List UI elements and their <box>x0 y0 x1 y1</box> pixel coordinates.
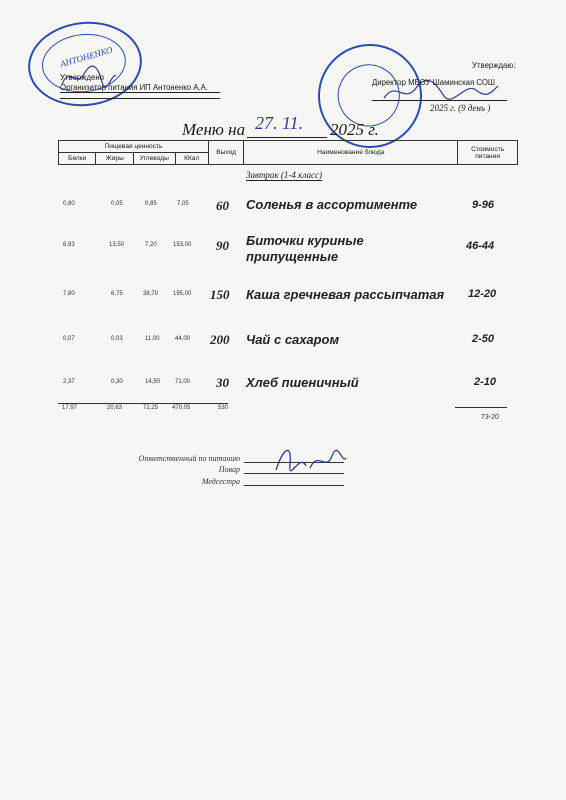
cook-label: Повар <box>218 465 240 474</box>
right-signature-line <box>372 100 507 101</box>
total-kcal: 470,05 <box>172 405 191 411</box>
total-proteins: 17,97 <box>62 405 78 411</box>
row-dish: Чай с сахаром <box>246 332 340 347</box>
menu-date-handwritten: 27. 11. <box>255 113 304 133</box>
menu-date-line <box>247 137 327 138</box>
menu-title-year: 2025 г. <box>330 120 379 139</box>
nurse-label: Медсестра <box>201 477 240 486</box>
total-output: 530 <box>218 405 229 411</box>
left-approval-label: Утверждено <box>60 73 104 82</box>
header-cost: Стоимость питания <box>458 141 518 165</box>
row-carbs: 11,00 <box>145 336 160 342</box>
row-fats: 0,03 <box>111 336 123 342</box>
row-carbs: 7,20 <box>145 242 157 248</box>
header-proteins: Белки <box>59 153 96 165</box>
right-director: Директор МБОУ Шаминская СОШ <box>372 78 496 87</box>
responsible-signature <box>270 436 350 482</box>
left-round-stamp: АНТОНЕНКО <box>24 16 146 111</box>
row-cost: 2-10 <box>474 376 497 388</box>
row-kcal: 153,00 <box>173 242 192 248</box>
row-fats: 6,75 <box>111 291 123 297</box>
row-fats: 13,50 <box>109 242 125 248</box>
right-year-day: 2025 г. (9 день ) <box>430 103 491 113</box>
header-nutrition: Пищевая ценность <box>59 141 209 153</box>
row-dish: Биточки куриные припущенные <box>246 233 364 264</box>
responsible-label: Ответственный по питанию <box>138 454 240 463</box>
row-proteins: 0,07 <box>63 336 75 342</box>
row-proteins: 2,37 <box>63 379 75 385</box>
row-cost: 46-44 <box>466 240 495 252</box>
row-kcal: 71,00 <box>175 379 191 385</box>
header-output: Выход <box>208 141 243 165</box>
totals-cost-line <box>455 407 507 408</box>
right-approval-label: Утверждаю: <box>472 61 516 70</box>
row-fats: 0,30 <box>111 379 123 385</box>
left-organizer: Организатор питания ИП Антоненко А.А. <box>60 83 220 93</box>
left-signature-line <box>60 98 220 99</box>
nurse-line <box>244 485 344 486</box>
totals-line <box>58 403 228 404</box>
row-output: 150 <box>210 287 230 302</box>
row-dish: Каша гречневая рассыпчатая <box>246 287 445 302</box>
row-proteins: 6,93 <box>63 242 75 248</box>
header-fats: Жиры <box>96 153 133 165</box>
row-proteins: 0,80 <box>63 201 75 207</box>
row-cost: 9-96 <box>472 199 495 211</box>
row-cost: 2-50 <box>472 333 495 345</box>
row-kcal: 195,00 <box>173 291 192 297</box>
total-cost: 73-20 <box>481 414 499 421</box>
header-dish-name: Наименование блюда <box>244 141 458 165</box>
row-dish: Соленья в ассортименте <box>246 197 418 212</box>
row-cost: 12-20 <box>468 288 497 300</box>
total-carbs: 72,25 <box>143 405 159 411</box>
row-carbs: 38,70 <box>143 291 159 297</box>
section-label: Завтрак (1-4 класс) <box>246 170 322 180</box>
menu-title-prefix: Меню на <box>182 120 246 139</box>
row-fats: 0,05 <box>111 201 123 207</box>
header-kcal: ККал <box>175 153 208 165</box>
row-dish: Хлеб пшеничный <box>246 375 359 390</box>
total-fats: 20,63 <box>107 405 123 411</box>
header-carbs: Углеводы <box>133 153 175 165</box>
row-output: 90 <box>216 238 229 253</box>
row-output: 30 <box>216 375 229 390</box>
row-carbs: 14,50 <box>145 379 161 385</box>
row-kcal: 7,05 <box>177 201 189 207</box>
row-proteins: 7,80 <box>63 291 75 297</box>
row-kcal: 44,00 <box>175 336 191 342</box>
row-carbs: 0,85 <box>145 201 157 207</box>
menu-table <box>58 140 518 165</box>
row-output: 60 <box>216 198 229 213</box>
row-output: 200 <box>210 332 230 347</box>
